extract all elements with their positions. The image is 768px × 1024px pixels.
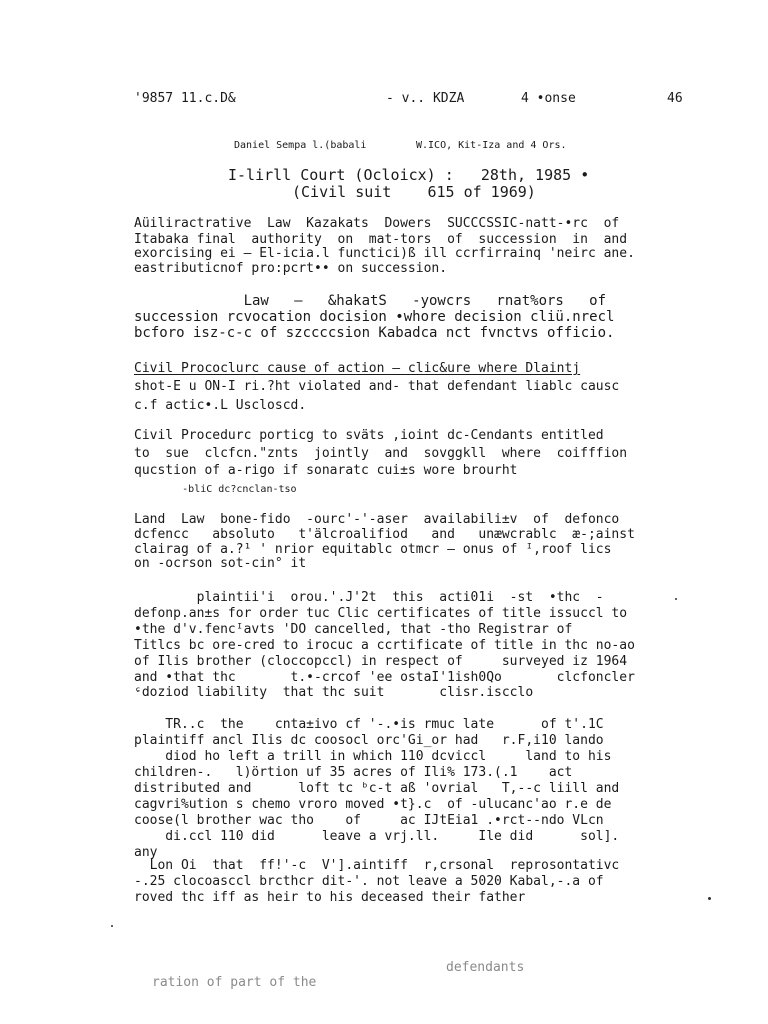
headnote-line: Civil Procedurc porticg to sväts ,ioint dc-Cendants entitled [134,428,604,443]
headnote-line: qucstion of a-rigo if sonaratc cui±s wore brourht [134,463,518,478]
headnote-line: to sue clcfcn."znts jointly and sovggkll where coifffion [134,446,628,461]
headnote-line: Civil Prococlurc cause of action — clic&ure where Dlaintj [134,361,581,376]
faint-fragment-line: ration of part of the [152,975,317,990]
scan-speck [111,925,113,927]
scan-speck [675,598,677,600]
headnote-line: Itabaka final authority on mat-tors of succession in and [134,232,628,247]
header-parties-short: - v.. KDZA [386,91,465,106]
body-line: Titlcs bc ore-cred to irocuc a ccrtificate of title in thc no-ao [134,638,635,653]
headnote-line: Aüiliractrative Law Kazakats Dowers SUCCCSSIC-natt-•rc of [134,216,620,231]
body-line: any [134,845,158,860]
body-line: diod ho left a trill in which 110 dcviccl land to his [134,749,612,764]
body-line: children-. l)örtion uf 35 acres of Ili% 173.(.1 act [134,765,573,780]
body-line: plaintiff ancl Ilis dc coosocl orc'Gi_or had r.F,i10 lando [134,733,604,748]
headnote-line: succession rcvocation docision •whore decision cliü.nrecl [134,309,615,325]
headnote-line: eastributicnof pro:pcrt•• on succession. [134,261,448,276]
headnote-line: exorcising ei — El-icia.l functici)ß ill ccrfirrainq 'neirc ane. [134,246,635,261]
body-line: roved thc iff as heir to his deceased their father [134,890,526,905]
body-line: cagvri%ution s chemo vroro moved •t}.c of -ulucanc'ao r.e de [134,797,612,812]
headnote-line: bcforo isz-c-c of szccccsion Kabadca nct fvnctvs officio. [134,325,615,341]
plaintiff-name: Daniel Sempa l.(babali [234,140,367,151]
civil-suit-number: (Civil suit 615 of 1969) [292,183,536,201]
headnote-line: c.f actic•.L Uscloscd. [134,398,307,413]
headnote-line: clairag of a.?¹ ' nrior equitablc otmcr — onus of ᴵ,roof lics [134,542,612,557]
body-line: plaintii'i orou.'.J'2t this acti01i -st •thc - [134,590,604,605]
body-line: TR..c the cnta±ivo cf '-.•is rmuc late of t'.1C [134,717,604,732]
body-line: ᶝdoziod liability that thc suit clisr.iscclo [134,685,534,700]
body-line: -.25 clocoasccl brcthcr dit-'. not leave a 5020 Kabal,-.a of [134,874,604,889]
body-line: and •that thc t.•-crcof 'ee ostaI'1ish0Qo clcfoncler [134,670,635,685]
headnote-line: shot-E u ON-I ri.?ht violated and- that defendant liablc causc [134,379,620,394]
body-line: di.ccl 110 did leave a vrj.ll. Ile did sol]. [134,829,620,844]
page-number: 46 [667,91,683,106]
defendant-names: W.ICO, Kit-Iza and 4 Ors. [416,140,567,151]
headnote-line: Land Law bone-fido -ourc'-'-aser availabili±v of defonco [134,512,620,527]
headnote-line: on -ocrson sot-cin° it [134,556,307,571]
header-case-ref: '9857 11.c.D& [134,91,236,106]
body-line: of Ilis brother (cloccopccl) in respect of surveyed iz 1964 [134,654,628,669]
body-line: Lon Oi that ff!'-c V'].aintiff r,crsonal reprosontativc [134,858,620,873]
body-line: •the d'v.fencᴵavts 'DO cancelled, that -tho Registrar of [134,622,573,637]
headnote-line: Law — &hakatS -yowcrs rnat%ors of [134,293,607,309]
scan-speck [708,897,711,900]
body-line: defonp.an±s for order tuc Clic certificates of title issuccl to [134,606,628,621]
headnote-line: dcfencc absoluto t'älcroalifiod and unæwcrablc æ-;ainst [134,527,635,542]
headnote-line: -bliC dc?cnclan-tso [134,484,297,495]
body-line: coose(l brother wac tho of ac IJtEia1 .•rct--ndo VLcn [134,813,604,828]
faint-word-defendants: defendants [446,960,525,975]
header-report-ref: 4 •onse [521,91,576,106]
court-date-line: I-lirll Court (Ocloicx) : 28th, 1985 • [228,166,590,184]
body-line: distributed and loft tc ᵇc-t aß 'ovrial T,--c liill and [134,781,620,796]
